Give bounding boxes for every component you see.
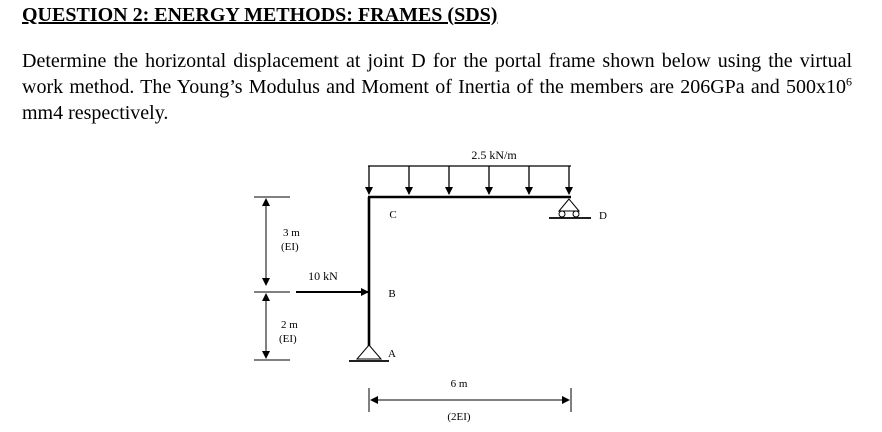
roller-support-d [549, 199, 591, 218]
lower-dim-length: 2 m [281, 319, 298, 331]
joint-label-b: B [388, 288, 396, 300]
pin-support-a [349, 345, 389, 361]
beam-dim-stiffness: (2EI) [447, 411, 471, 423]
upper-dim-stiffness: (EI) [281, 241, 299, 253]
question-text-exponent: 6 [846, 74, 852, 89]
lower-dim-stiffness: (EI) [279, 333, 297, 345]
question-text-end: mm4 respectively. [22, 102, 169, 124]
udl-arrows [369, 166, 569, 194]
udl-label: 2.5 kN/m [471, 148, 517, 162]
question-title: QUESTION 2: ENERGY METHODS: FRAMES (SDS) [22, 4, 498, 26]
beam-dim-length: 6 m [450, 378, 468, 390]
point-load-label: 10 kN [308, 269, 338, 283]
joint-label-d: D [599, 210, 607, 222]
bottom-dimension [369, 388, 571, 412]
upper-dim-length: 3 m [283, 227, 300, 239]
joint-label-c: C [389, 209, 397, 221]
joint-label-a: A [388, 348, 396, 360]
question-text-main: Determine the horizontal displacement at joint D for the portal frame shown below using the virtual work method. The Young’s Modulus and Moment of Inertia of the members are 206GPa and 500x10 [22, 50, 852, 98]
